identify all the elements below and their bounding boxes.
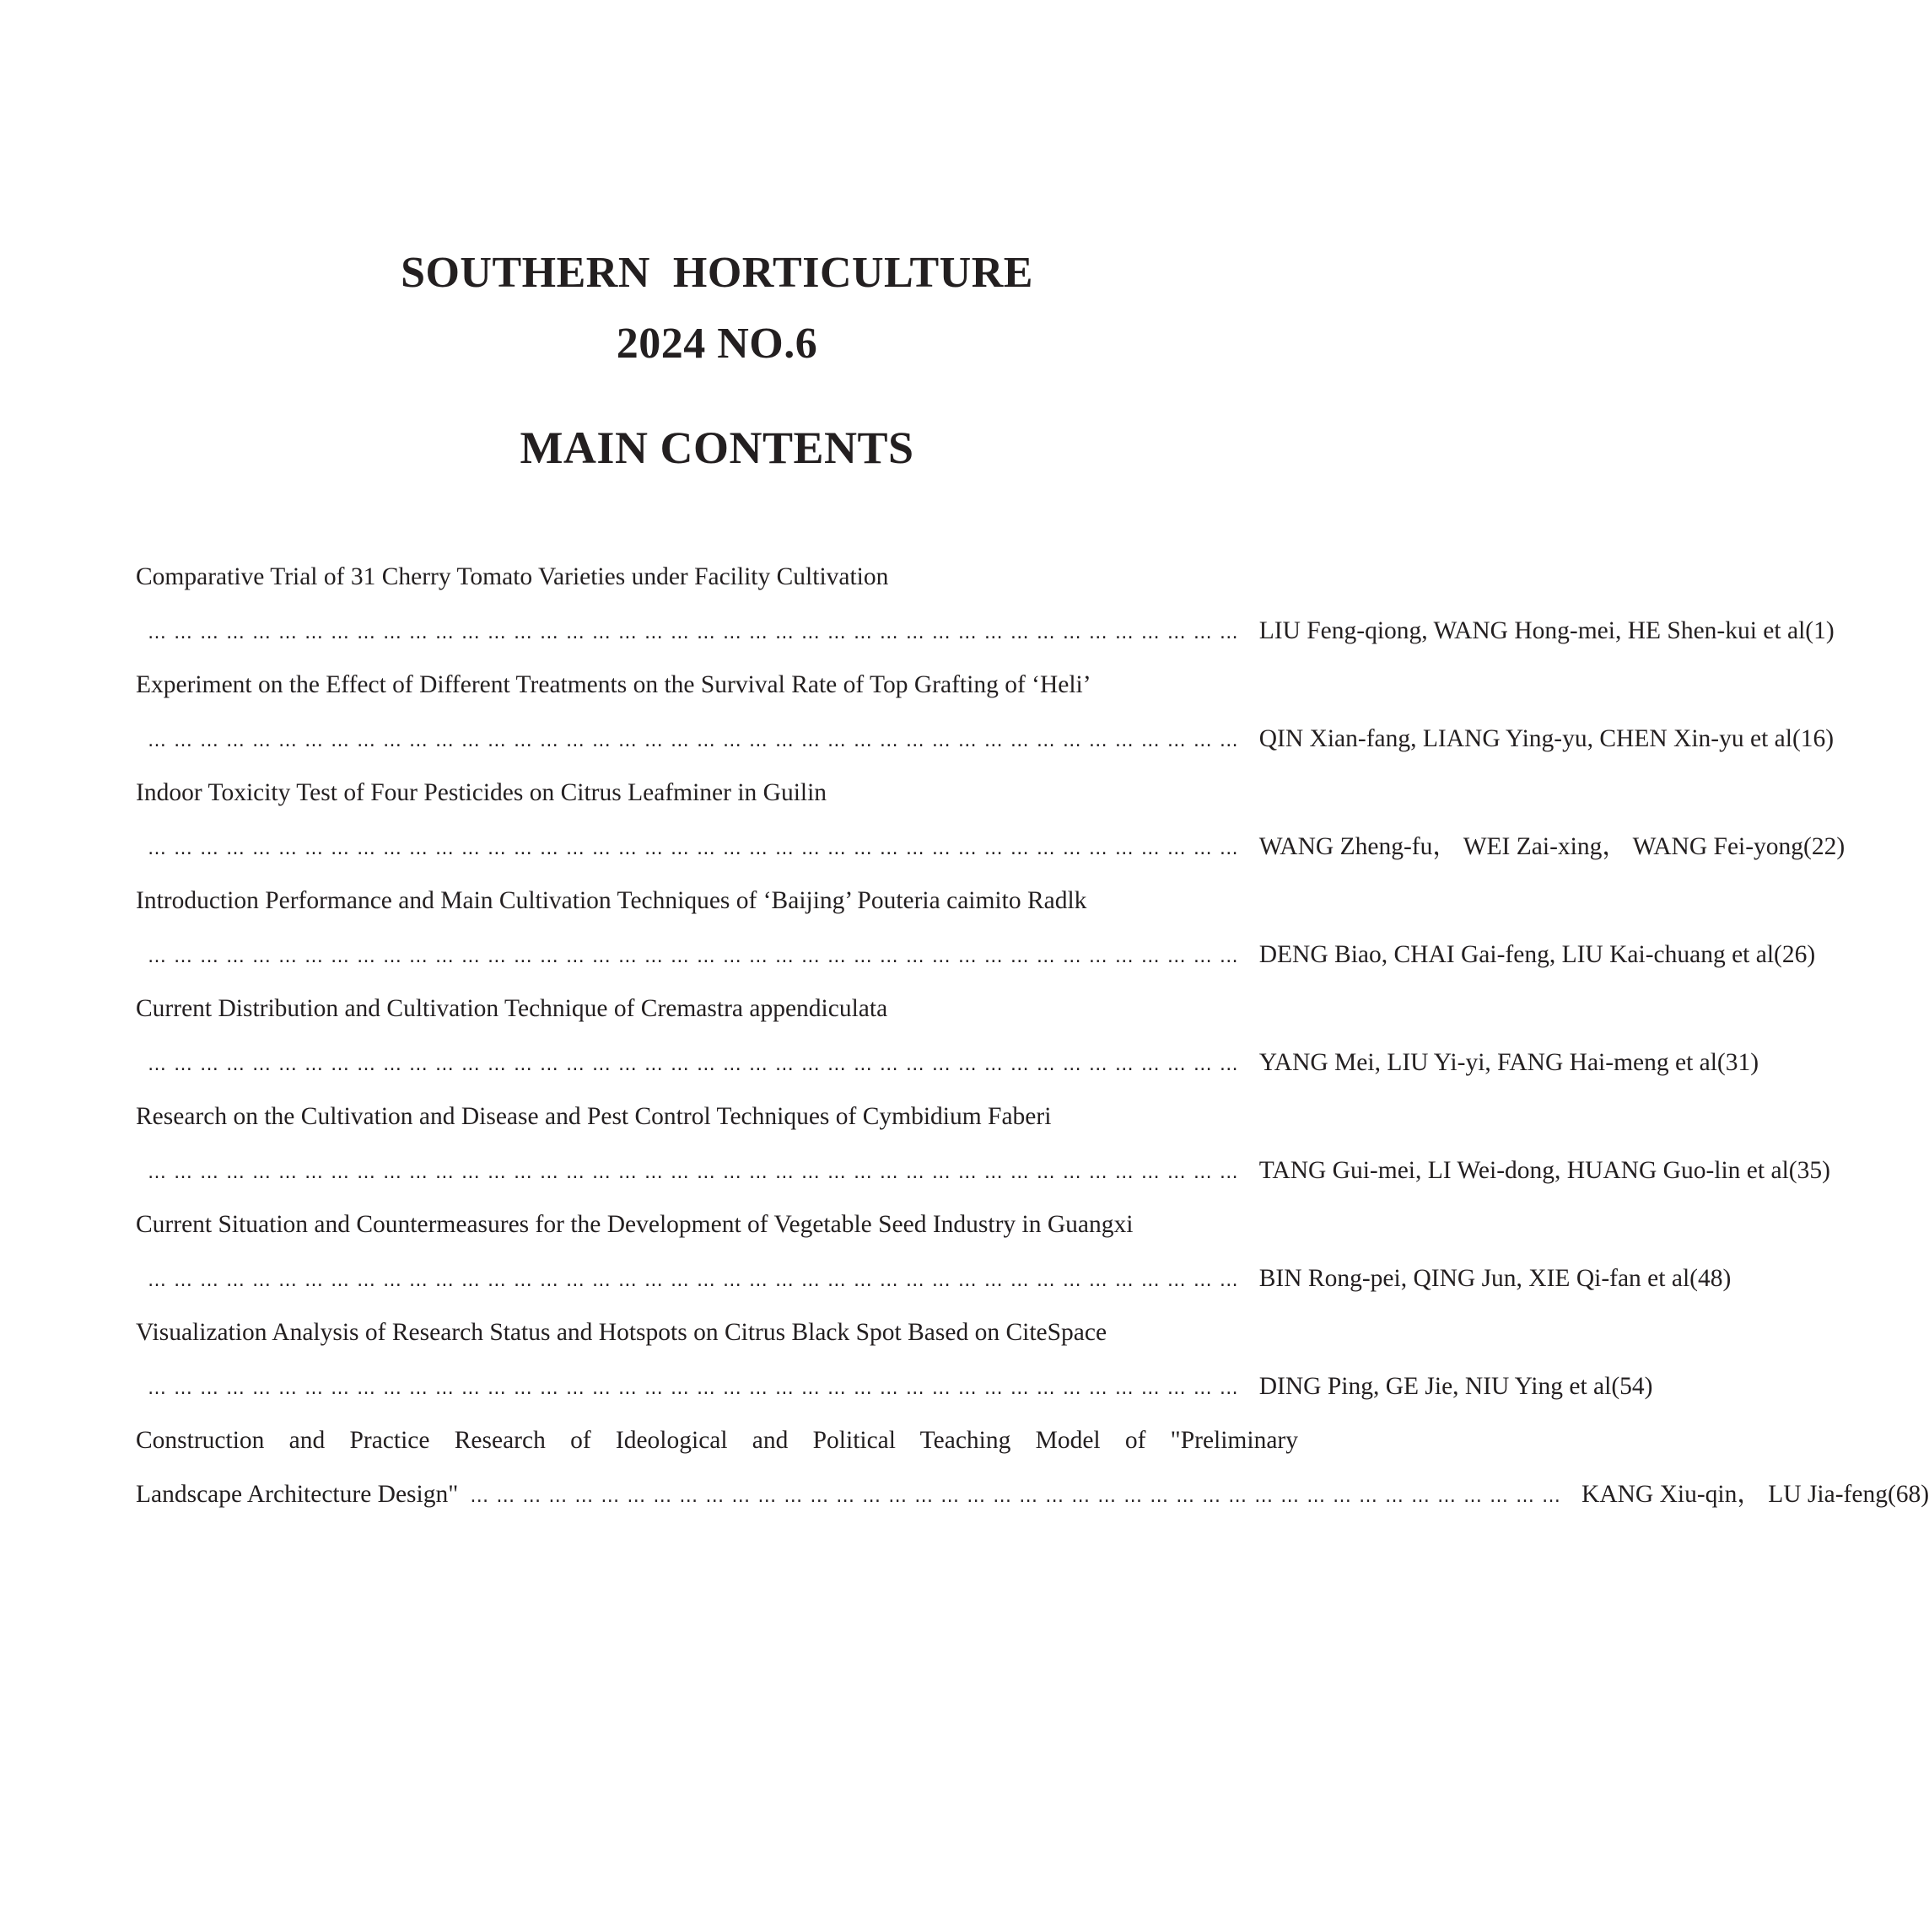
toc-entry	[136, 1413, 1929, 1521]
article-title: Experiment on the Effect of Different Treatments on the Survival Rate of Top Grafting of ‘Heli’	[136, 671, 1091, 698]
dot-leader: … … … … … … … … … … … … … … … … … … … … … … … … … … … … … … … … … … … … … … … … … …	[148, 838, 1239, 859]
entry-line	[136, 928, 1816, 982]
article-authors: WANG Zheng-fu， WEI Zai-xing， WANG Fei-yong(22)	[1258, 833, 1845, 860]
article-authors: QIN Xian-fang, LIANG Ying-yu, CHEN Xin-yu et al(16)	[1258, 725, 1835, 752]
entry-line	[136, 712, 1835, 766]
article-authors: BIN Rong-pei, QING Jun, XIE Qi-fan et al(48)	[1258, 1265, 1732, 1292]
article-authors: TANG Gui-mei, LI Wei-dong, HUANG Guo-lin et al(35)	[1258, 1157, 1830, 1184]
contents-heading: MAIN CONTENTS	[520, 422, 914, 473]
entry-line	[136, 1036, 1759, 1090]
toc-entry	[136, 874, 1816, 982]
article-title: Current Distribution and Cultivation Technique of Cremastra appendiculata	[136, 995, 888, 1022]
toc-entry	[136, 982, 1759, 1090]
entry-line	[136, 820, 1845, 874]
dot-leader: … … … … … … … … … … … … … … … … … … … … … … … … … … … … … … … … … … … … … … … … … …	[148, 730, 1239, 751]
toc-entry	[136, 550, 1835, 658]
article-title: Visualization Analysis of Research Status and Hotspots on Citrus Black Spot Based on CiteSpace	[136, 1319, 1107, 1346]
table-of-contents	[136, 550, 1929, 1521]
dot-leader: … … … … … … … … … … … … … … … … … … … … … … … … … … … … … … … … … … … … … … … … … …	[470, 1486, 1562, 1507]
dot-leader: … … … … … … … … … … … … … … … … … … … … … … … … … … … … … … … … … … … … … … … … … …	[148, 946, 1239, 967]
dot-leader: … … … … … … … … … … … … … … … … … … … … … … … … … … … … … … … … … … … … … … … … … …	[148, 1054, 1239, 1075]
article-title: Current Situation and Countermeasures for the Development of Vegetable Seed Industry in Guangxi	[136, 1211, 1134, 1238]
article-title-continued: Landscape Architecture Design"	[136, 1481, 459, 1508]
journal-title-block	[0, 238, 1434, 379]
article-authors: DING Ping, GE Jie, NIU Ying et al(54)	[1258, 1373, 1653, 1400]
toc-entry	[136, 1090, 1830, 1197]
dot-leader: … … … … … … … … … … … … … … … … … … … … … … … … … … … … … … … … … … … … … … … … … …	[148, 1378, 1239, 1399]
dot-leader: … … … … … … … … … … … … … … … … … … … … … … … … … … … … … … … … … … … … … … … … … …	[148, 622, 1239, 643]
article-authors: YANG Mei, LIU Yi-yi, FANG Hai-meng et al(31)	[1258, 1049, 1759, 1076]
journal-name: SOUTHERN HORTICULTURE	[401, 249, 1033, 297]
toc-entry	[136, 766, 1845, 874]
dot-leader: … … … … … … … … … … … … … … … … … … … … … … … … … … … … … … … … … … … … … … … … … …	[148, 1162, 1239, 1183]
toc-entry	[136, 1197, 1732, 1305]
entry-line	[136, 1251, 1732, 1305]
article-title: Research on the Cultivation and Disease and Pest Control Techniques of Cymbidium Faberi	[136, 1103, 1052, 1130]
article-authors: DENG Biao, CHAI Gai-feng, LIU Kai-chuang et al(26)	[1258, 941, 1816, 968]
toc-entry	[136, 658, 1835, 766]
article-title: Construction and Practice Research of Ideological and Political Teaching Model of "Preliminary	[136, 1427, 1298, 1454]
article-authors: LIU Feng-qiong, WANG Hong-mei, HE Shen-kui et al(1)	[1258, 617, 1835, 644]
issue-number: 2024 NO.6	[616, 320, 818, 368]
entry-line	[136, 1359, 1653, 1413]
toc-entry	[136, 1305, 1653, 1413]
article-authors: KANG Xiu-qin， LU Jia-feng(68)	[1581, 1481, 1929, 1508]
entry-line	[136, 1144, 1830, 1197]
entry-line	[136, 1467, 1929, 1521]
entry-line	[136, 604, 1835, 658]
article-title: Indoor Toxicity Test of Four Pesticides on Citrus Leafminer in Guilin	[136, 779, 827, 806]
dot-leader: … … … … … … … … … … … … … … … … … … … … … … … … … … … … … … … … … … … … … … … … … …	[148, 1270, 1239, 1291]
article-title: Comparative Trial of 31 Cherry Tomato Varieties under Facility Cultivation	[136, 563, 889, 590]
article-title: Introduction Performance and Main Cultivation Techniques of ‘Baijing’ Pouteria caimito Radlk	[136, 887, 1087, 914]
